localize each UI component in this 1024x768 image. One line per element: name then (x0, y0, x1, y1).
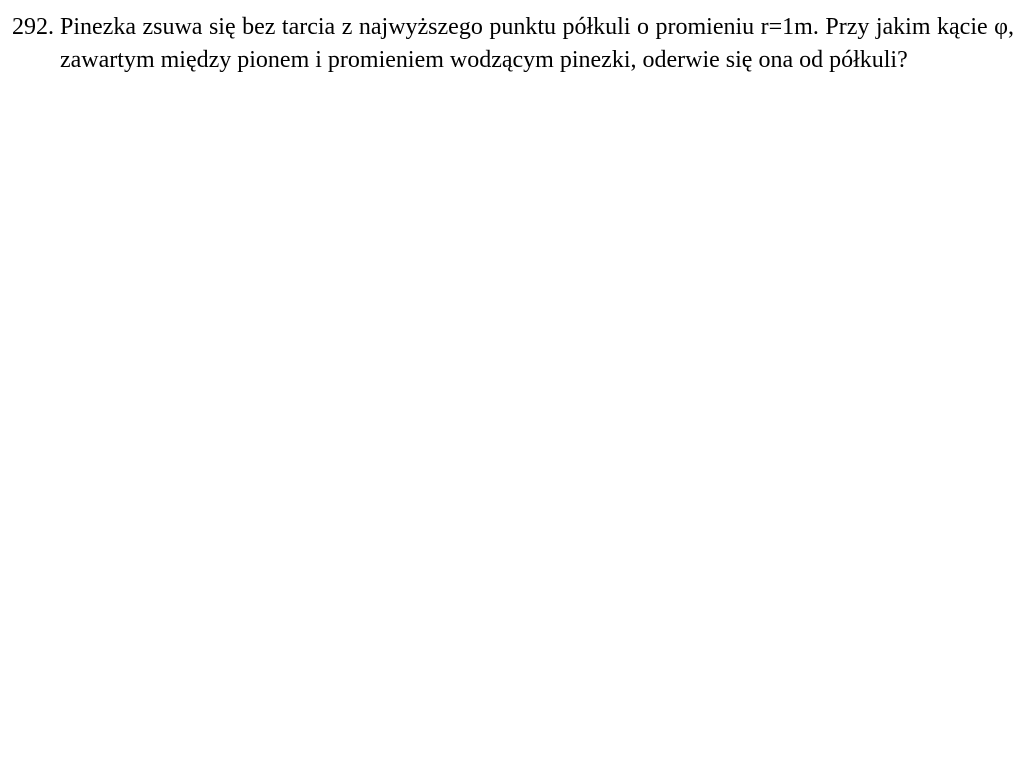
problem-text: Pinezka zsuwa się bez tarcia z najwyższego punktu półkuli o promieniu r=1m. Przy jakim kącie φ, zawartym między pionem i promieniem wodzącym pinezki, oderwie się ona od półkuli? (60, 14, 1014, 73)
problem-number: 292. (12, 14, 54, 40)
problem-292 (12, 11, 1014, 77)
